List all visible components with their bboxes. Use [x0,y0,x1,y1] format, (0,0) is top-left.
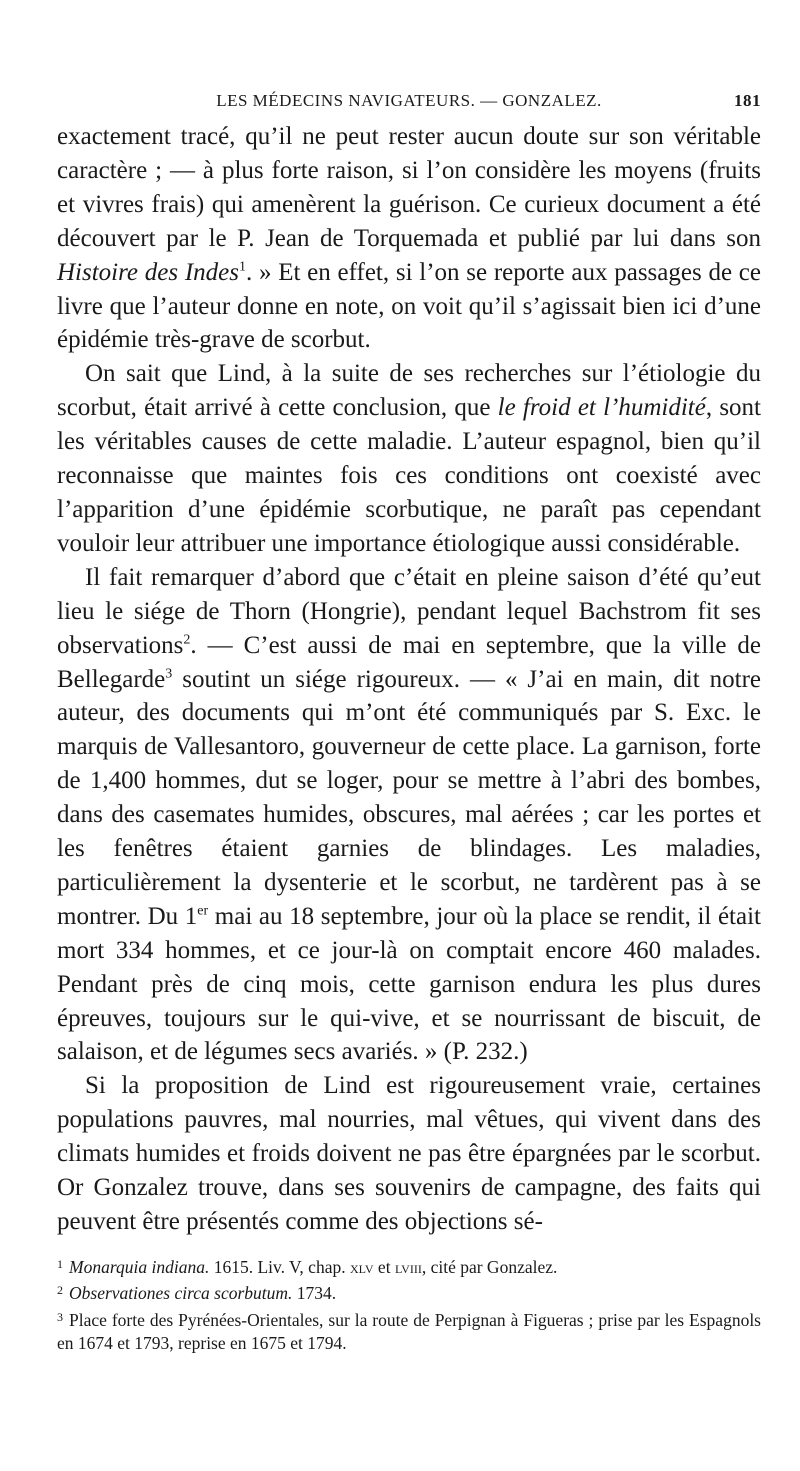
text-run: mai au 18 septembre, jour où la place se rendit, il était mort 334 hommes, et ce jour-là on comptait encore 460 malades. Pendant près de cinq mois, cette garnison endura les plus dures épreuves, toujours sur le qui-vive, et se nourrissant de biscuit, de salaison, et de légumes secs avariés. » (P. 232.) [57,902,761,1066]
footnote-ref: 3 [165,666,173,682]
footnote-mark: 3 [57,1309,63,1324]
footnote-text: , cité par Gonzalez. [421,1256,558,1277]
paragraph-1 [57,120,761,357]
footnote-text: 1615. Liv. V, chap. [209,1256,350,1277]
text-run: Si la proposition de Lind est rigoureusement vraie, certaines populations pauvres, mal nourries, mal vêtues, qui vivent dans des climats humides et froids doivent ne pas être épargnées par le scorbut. Or Gonzalez trouve, dans ses souvenirs de campagne, des faits qui peuvent être présentés comme des objections sé- [57,1072,761,1235]
footnote-text: Place forte des Pyrénées-Orientales, sur la route de Perpignan à Figueras ; prise par les Espagnols en 1674 et 1793, reprise en 1675 et 1794. [57,1309,761,1353]
footnote-text: et [373,1256,395,1277]
text-run: , sont les véritables causes de cette maladie. L’auteur espagnol, bien qu’il reconnaisse que maintes fois ces conditions ont coexisté avec l’apparition d’une épidémie scorbutique, ne paraît pas cependant vouloir leur attribuer une importance étiologique aussi considérable. [57,394,761,557]
ordinal-suffix: er [197,903,209,919]
text-run: On sait que Lind, à la suite de ses recherches sur l’étiologie du scorbut, était arrivé à cette conclusion, que [57,360,761,422]
paragraph-4 [57,1069,761,1239]
footnote-2 [57,1279,761,1305]
footnote-italic: Observationes circa scorbutum. [69,1283,293,1304]
italic-title: Histoire des Indes [57,258,239,286]
footnote-italic: Monarquia indiana. [69,1256,210,1277]
footnotes [57,1253,761,1355]
footnote-1 [57,1253,761,1279]
footnote-mark: 2 [57,1283,63,1298]
footnote-ref: 1 [238,259,246,275]
footnote-mark: 1 [57,1256,63,1271]
footnote-3 [57,1306,761,1356]
text-run: Il fait remarquer d’abord que c’était en pleine saison d’été qu’eut lieu le siége de Thorn (Hongrie), pendant lequel Bachstrom fit ses observations [57,563,761,659]
paragraph-2 [57,357,761,560]
running-head-title: LES MÉDECINS NAVIGATEURS. — GONZALEZ. [216,91,602,110]
paragraph-3 [57,561,761,1070]
text-run: . — C’est aussi de mai en septembre, que la ville de Bellegarde [57,631,761,693]
footnote-ref: 2 [183,632,191,648]
text-run: exactement tracé, qu’il ne peut rester aucun doute sur son véritable caractère ; — à plus forte raison, si l’on considère les moyens (fruits et vivres frais) qui amenèrent la guérison. Ce curieux document a été découvert par le P. Jean de Torquemada et publié par lui dans son [57,123,761,252]
running-head [57,86,761,116]
text-run: soutint un siége rigoureux. — « J’ai en main, dit notre auteur, des documents qui m’ont été communiqués par S. Exc. le marquis de Vallesantoro, gouverneur de cette place. La garnison, forte de 1,400 hommes, dut se loger, pour se mettre à l’abri des bombes, dans des casemates humides, obscures, mal aérées ; car les portes et les fenêtres étaient garnies de blindages. Les maladies, particulièrement la dysenterie et le scorbut, ne tardèrent pas à se montrer. Du 1 [57,665,761,930]
book-page [57,86,761,1355]
footnote-text: 1734. [292,1283,337,1304]
roman-numeral: xlv [349,1256,374,1277]
body-text [57,120,761,1239]
text-run: . » Et en effet, si l’on se reporte aux passages de ce livre que l’auteur donne en note, on voit qu’il s’agissait bien ici d’une épidémie très-grave de scorbut. [57,258,761,354]
italic-phrase: le froid et l’humidité [497,394,706,422]
roman-numeral: lviii [394,1256,422,1277]
page-number: 181 [734,91,761,110]
